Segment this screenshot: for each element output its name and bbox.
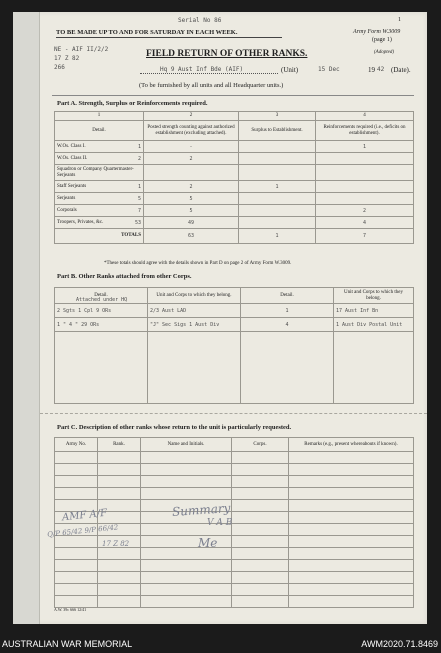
form-adopted: (Adopted) xyxy=(374,50,394,55)
form-name: Army Form W.3009 xyxy=(353,29,401,35)
row-posted: 5 xyxy=(144,205,239,217)
pencil-note-mid: Summary xyxy=(171,500,231,520)
row-reinf xyxy=(316,193,414,205)
row-detail: 1 " 4 " 29 ORs xyxy=(55,318,148,332)
table-row xyxy=(55,181,414,193)
table-row xyxy=(55,332,414,404)
page-mark: 1 xyxy=(398,17,401,23)
totals-row xyxy=(55,229,414,244)
unit-value: Hq 9 Aust Inf Bde (AIF) xyxy=(160,66,244,73)
binding-strip xyxy=(13,12,40,624)
row-surplus xyxy=(239,205,316,217)
row-surplus: 1 xyxy=(239,181,316,193)
form-page: (page 1) xyxy=(372,37,392,43)
footer-right: AWM2020.71.8469 xyxy=(361,639,438,649)
part-b-table xyxy=(54,287,414,404)
row-reinf: 4 xyxy=(316,217,414,229)
table-row xyxy=(55,584,414,596)
row-detail-2: 4 xyxy=(241,318,334,332)
part-c-title: Part C. Description of other ranks whose return to the unit is particularly requested. xyxy=(57,424,292,431)
ref-line-1: NE - AIF II/2/2 xyxy=(54,46,109,53)
table-row xyxy=(55,512,414,524)
col-header: Name and Initials. xyxy=(141,438,232,452)
pencil-note-left-3: 17 Z 82 xyxy=(102,540,130,548)
pencil-note-left-2: Q/P 65/42 9/P 66/42 xyxy=(46,523,119,539)
printer-mark: A.W. 39c 666 12/41 xyxy=(54,607,87,612)
row-unit: "J" Sec Sigs 1 Aust Div xyxy=(148,318,241,332)
row-reinf: 2 xyxy=(316,205,414,217)
row-unit: 2/3 Aust LAD xyxy=(148,304,241,318)
col-header: Rank. xyxy=(98,438,141,452)
fold-line xyxy=(40,413,427,414)
row-posted: 2 xyxy=(144,153,239,165)
table-row xyxy=(55,476,414,488)
totals-surplus: 1 xyxy=(239,229,316,244)
part-b-title: Part B. Other Ranks attached from other Corps. xyxy=(57,273,192,280)
col-header: Army No. xyxy=(55,438,98,452)
serial-stamp: Serial No 86 xyxy=(178,17,222,24)
col-header: Posted strength counting against authorized establishment (excluding attached). xyxy=(144,121,239,141)
row-surplus xyxy=(239,165,316,181)
row-est: 1 xyxy=(137,143,141,150)
ref-line-2: 17 Z 82 xyxy=(54,55,80,62)
row-reinf xyxy=(316,153,414,165)
table-row xyxy=(55,548,414,560)
furnish-note: (To be furnished by all units and all Headquarter units.) xyxy=(139,82,284,89)
row-posted: 2 xyxy=(144,181,239,193)
unit-line xyxy=(140,73,278,74)
year-value: 42 xyxy=(377,66,385,73)
row-detail: 2 Sgts 1 Cpl 9 ORs xyxy=(55,304,148,318)
ref-line-3: 266 xyxy=(54,64,65,71)
divider xyxy=(52,95,414,96)
table-row xyxy=(55,596,414,608)
part-c-table xyxy=(54,437,414,608)
attached-stamp: Attached under HQ xyxy=(76,297,128,303)
row-detail: Troopers, Privates, &c. xyxy=(57,219,104,225)
table-row xyxy=(55,153,414,165)
row-posted: 5 xyxy=(144,193,239,205)
col-header: Unit and Corps to which they belong. xyxy=(334,288,414,304)
row-detail: Staff Serjeants xyxy=(57,183,87,189)
row-surplus xyxy=(239,193,316,205)
row-detail-2: 1 xyxy=(241,304,334,318)
row-surplus xyxy=(239,141,316,153)
row-surplus xyxy=(239,217,316,229)
pencil-note-mid-3: Me xyxy=(198,536,218,550)
col-header: Remarks (e.g., present whereabouts if known). xyxy=(289,438,414,452)
row-reinf xyxy=(316,165,414,181)
row-unit-2: 17 Aust Inf Bn xyxy=(334,304,414,318)
part-a-table xyxy=(54,111,414,244)
table-row xyxy=(55,217,414,229)
table-row xyxy=(55,205,414,217)
row-unit-2: 1 Aust Div Postal Unit xyxy=(334,318,414,332)
table-row xyxy=(55,464,414,476)
year-prefix: 19 xyxy=(368,66,375,74)
row-est: 53 xyxy=(134,219,141,226)
col-header: Reinforcements required (i.e., deficits on establishment). xyxy=(316,121,414,141)
header-underline xyxy=(56,37,282,38)
col-header: Corps. xyxy=(232,438,289,452)
col-header: Surplus to Establishment. xyxy=(239,121,316,141)
date-label: (Date). xyxy=(391,66,411,74)
row-detail: Corporals xyxy=(57,207,77,213)
col-header: Unit and Corps to which they belong. xyxy=(148,288,241,304)
pencil-note-left: AMF A/F xyxy=(61,507,108,524)
totals-reinf: 7 xyxy=(316,229,414,244)
col-number: 3 xyxy=(239,112,316,121)
row-detail: W.Os. Class II. xyxy=(57,155,88,161)
table-row xyxy=(55,304,414,318)
col-number: 1 xyxy=(55,112,144,121)
part-a-note: *These totals should agree with the details shown in Part D on page 2 of Army Form W.3009. xyxy=(104,261,292,266)
row-surplus xyxy=(239,153,316,165)
row-est: 7 xyxy=(137,207,141,214)
header-top-left: TO BE MADE UP TO AND FOR SATURDAY IN EACH WEEK. xyxy=(56,29,238,36)
row-detail: Squadron or Company Quartermaster-Serjeants xyxy=(57,166,134,178)
col-header: Detail. xyxy=(55,288,148,304)
row-posted xyxy=(144,165,239,181)
table-row xyxy=(55,500,414,512)
footer-left: AUSTRALIAN WAR MEMORIAL xyxy=(2,639,133,649)
totals-posted: 63 xyxy=(144,229,239,244)
table-row xyxy=(55,165,414,181)
row-detail: Serjeants xyxy=(57,195,76,201)
table-row xyxy=(55,193,414,205)
col-number: 2 xyxy=(144,112,239,121)
table-row xyxy=(55,141,414,153)
row-est: 1 xyxy=(137,183,141,190)
table-row xyxy=(55,488,414,500)
table-row xyxy=(55,572,414,584)
part-a-title: Part A. Strength, Surplus or Reinforcements required. xyxy=(57,100,208,107)
row-est: 5 xyxy=(137,195,141,202)
row-reinf: 1 xyxy=(316,141,414,153)
form-title: FIELD RETURN OF OTHER RANKS. xyxy=(146,49,308,59)
table-row xyxy=(55,452,414,464)
row-posted: 49 xyxy=(144,217,239,229)
row-detail: W.Os. Class I. xyxy=(57,143,86,149)
unit-label: (Unit) xyxy=(281,66,299,74)
row-posted: - xyxy=(144,141,239,153)
col-header: Detail. xyxy=(55,121,144,141)
row-reinf xyxy=(316,181,414,193)
table-row xyxy=(55,318,414,332)
totals-label: TOTALS xyxy=(55,229,144,244)
col-header: Detail. xyxy=(241,288,334,304)
date-value: 15 Dec xyxy=(318,66,340,73)
col-number: 4 xyxy=(316,112,414,121)
row-est: 2 xyxy=(137,155,141,162)
archive-footer xyxy=(0,634,441,653)
table-row xyxy=(55,560,414,572)
pencil-note-mid-2: V A B xyxy=(207,518,233,528)
